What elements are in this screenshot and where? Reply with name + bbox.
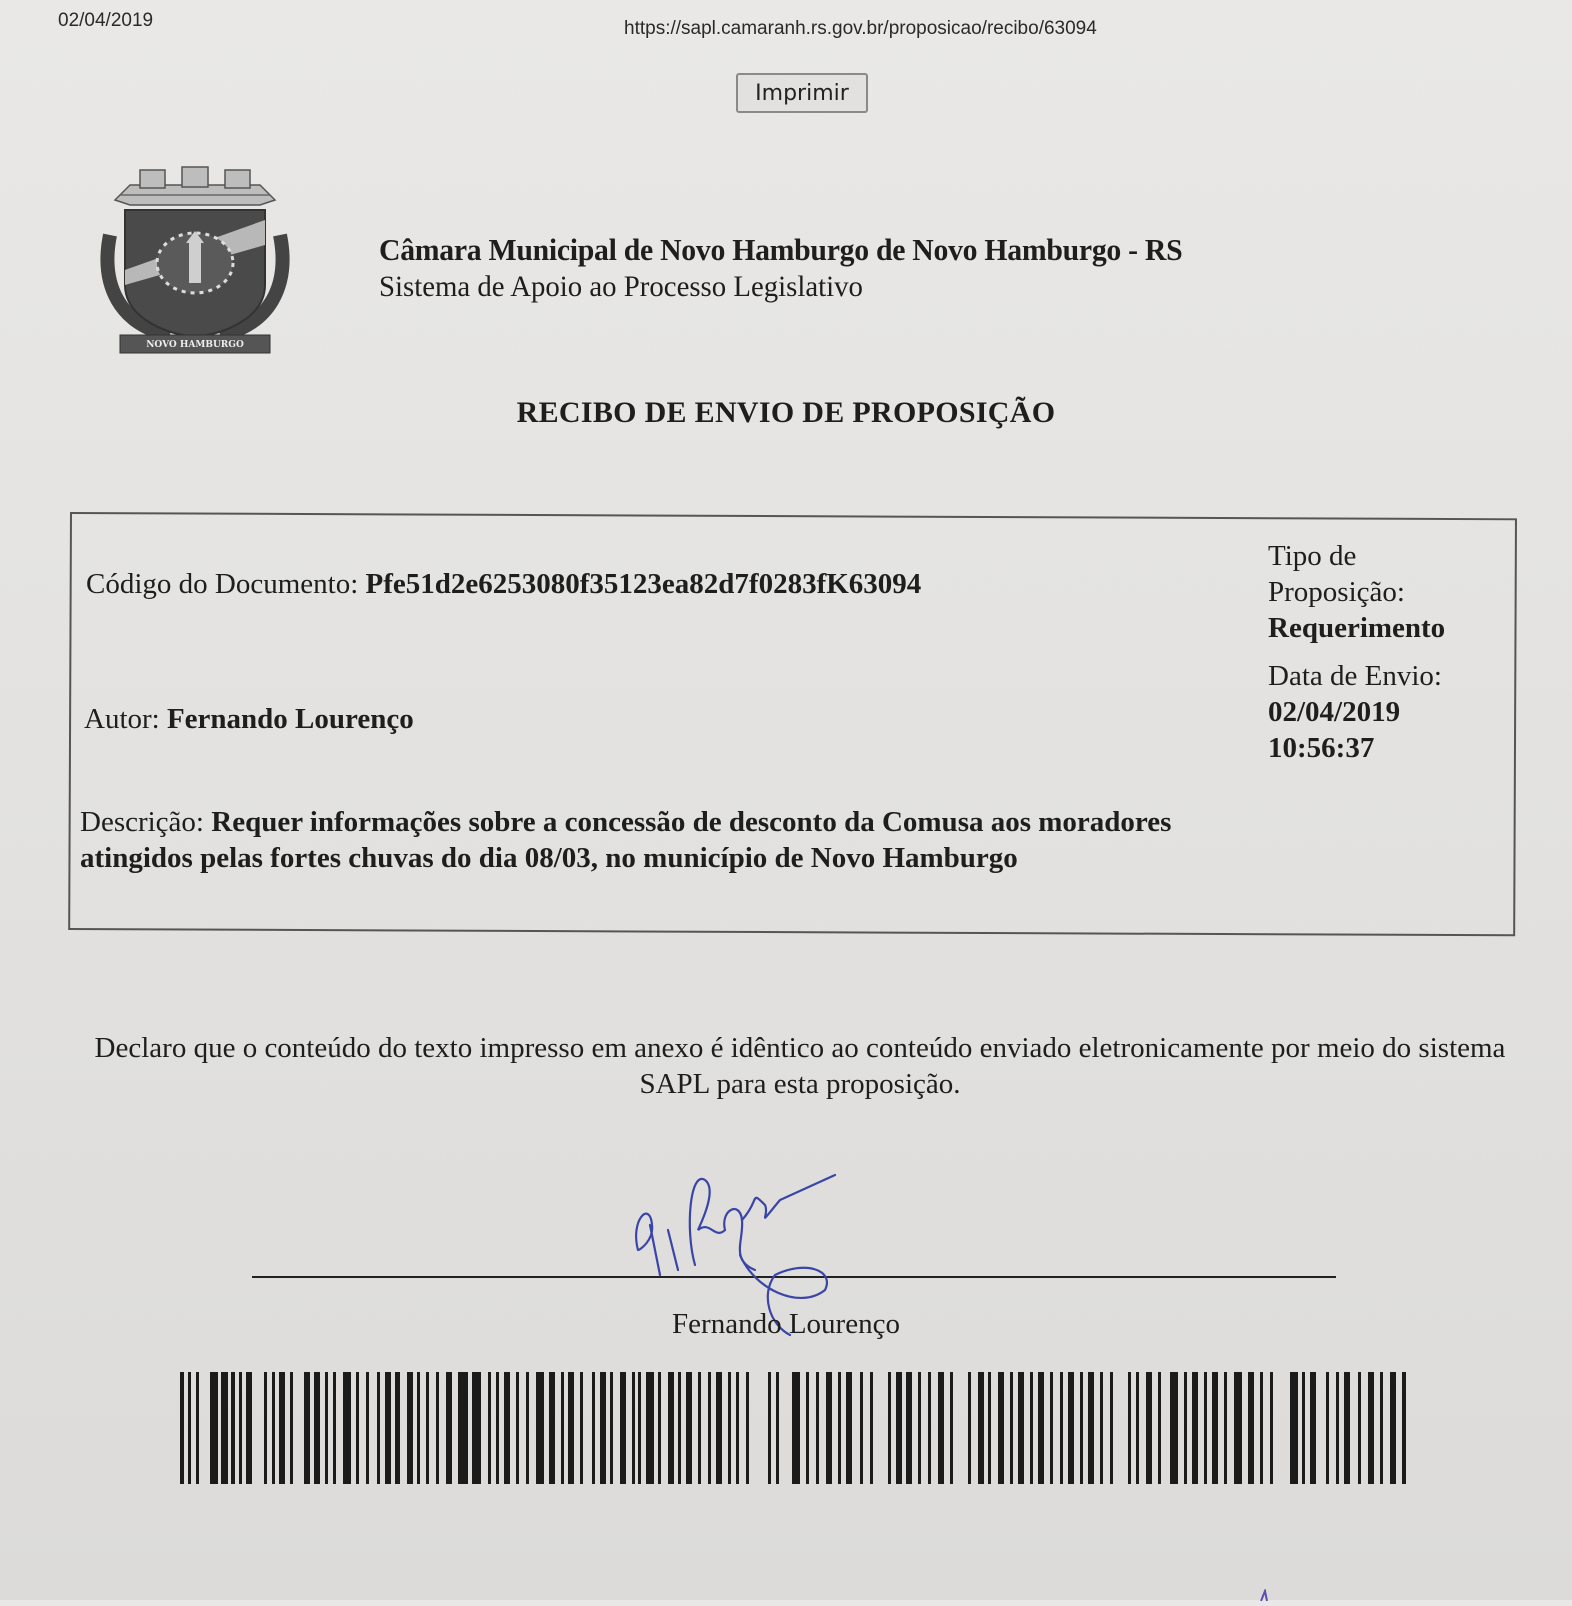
svg-text:NOVO HAMBURGO: NOVO HAMBURGO bbox=[146, 340, 244, 350]
proposition-type-value: Requerimento bbox=[1268, 612, 1446, 644]
print-button[interactable]: Imprimir bbox=[736, 73, 868, 113]
declaration-text: Declaro que o conteúdo do texto impresso em anexo é idêntico ao conteúdo enviado eletronicamente por meio do sistema SAPL para esta proposição. bbox=[94, 1032, 1506, 1100]
document-code-value: Pfe51d2e6253080f35123ea82d7f0283fK63094 bbox=[365, 568, 922, 600]
print-date: 02/04/2019 bbox=[58, 10, 154, 31]
coat-of-arms-icon bbox=[100, 165, 290, 360]
author-value: Fernando Lourenço bbox=[166, 703, 414, 735]
author-field bbox=[84, 703, 414, 736]
barcode-icon bbox=[180, 1372, 1408, 1484]
signer-name: Fernando Lourenço bbox=[672, 1308, 900, 1340]
description-label: Descrição: bbox=[80, 806, 204, 838]
side-info bbox=[1268, 538, 1508, 766]
send-date-label: Data de Envio: bbox=[1268, 660, 1442, 692]
proposition-type-label-line1: Tipo de bbox=[1268, 540, 1357, 572]
ink-mark-icon bbox=[1258, 1588, 1270, 1600]
print-url: https://sapl.camaranh.rs.gov.br/proposicao/recibo/63094 bbox=[624, 18, 1097, 39]
author-label: Autor: bbox=[84, 703, 160, 735]
document-code-field bbox=[86, 568, 921, 601]
send-time-value: 10:56:37 bbox=[1268, 732, 1375, 764]
organization-title: Câmara Municipal de Novo Hamburgo de Novo Hamburgo - RS bbox=[379, 232, 1183, 267]
send-date-value: 02/04/2019 bbox=[1268, 696, 1401, 728]
document-title: RECIBO DE ENVIO DE PROPOSIÇÃO bbox=[516, 396, 1056, 429]
organization-subtitle: Sistema de Apoio ao Processo Legislativo bbox=[379, 270, 863, 303]
description-field bbox=[80, 804, 1200, 876]
proposition-type-label-line2: Proposição: bbox=[1268, 576, 1405, 608]
document-code-label: Código do Documento: bbox=[86, 568, 359, 600]
description-value: Requer informações sobre a concessão de desconto da Comusa aos moradores atingidos pelas fortes chuvas do dia 08/03, no município de Novo Hamburgo bbox=[80, 806, 1172, 874]
